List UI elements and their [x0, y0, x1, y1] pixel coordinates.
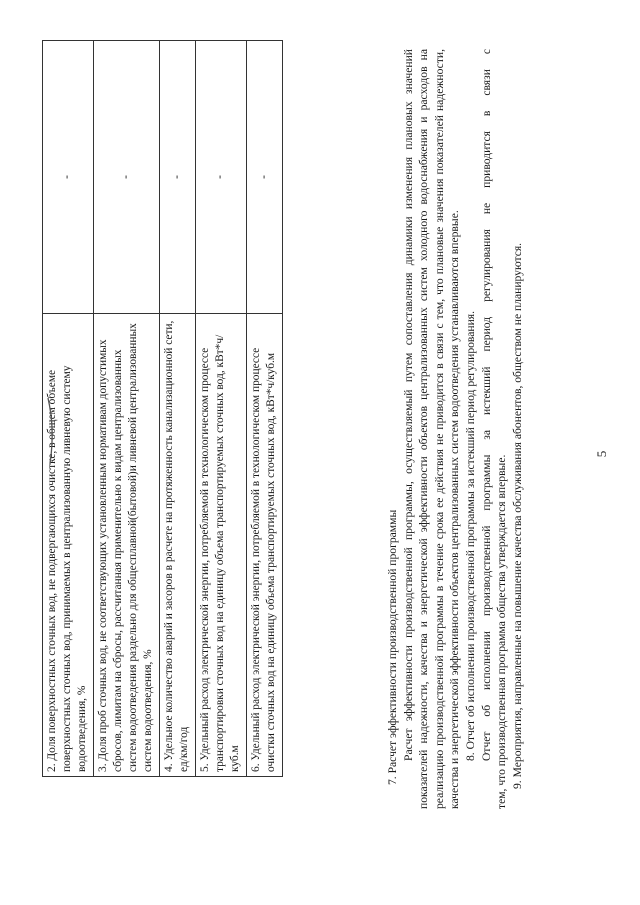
section-8-heading: 8. Отчет об исполнении производственной программы за истекший период регулирования. [463, 310, 477, 761]
indicator-value-cell: - [247, 41, 283, 314]
table-row [94, 41, 160, 777]
page-number: 5 [594, 450, 609, 458]
table-row [196, 41, 247, 777]
indicator-name-cell: 4. Удельное количество аварий и засоров в расчете на протяженность канализационной сети, ед/км/год [160, 314, 196, 777]
pen-mark-icon [40, 396, 58, 466]
indicators-table [42, 40, 283, 777]
section-8-body-line-1: Отчет об исполнении производственной программы за истекший период регулирования не приводится в связи с [479, 49, 493, 761]
indicator-name-cell: 2. Доля поверхностных сточных вод, не подвергающихся очистке, в общем объеме поверхностных сточных вод, принимаемых в централизованную ливневую систему водоотведения, % [43, 314, 94, 777]
table-row [160, 41, 196, 777]
table-row [247, 41, 283, 777]
indicator-name-cell: 6. Удельный расход электрической энергии, потребляемой в технологическом процессе очистки сточных вод на единицу объема транспортируемых сточных вод, кВт*ч/куб.м [247, 314, 283, 777]
indicator-value-cell: - [94, 41, 160, 314]
section-8-body-line-2: тем, что производственная программа общества утверждается впервые. [495, 454, 509, 809]
section-9-heading: 9. Мероприятия, направленные на повышение качества обслуживания абонентов, обществом не планируются. [510, 242, 524, 789]
indicator-value-cell: - [43, 41, 94, 314]
text-block [385, 49, 525, 809]
section-7-body: Расчет эффективности производственной программы, осуществляемый путем сопоставления динамики изменения плановых значений показателей надежности, качества и энергетической эффективности объектов централизованных систем холодного водоснабжения и расходов на реализацию производственной программы в течение срока ее действия не приводится в связи с тем, что плановые значения показателей надежности, качества и энергетической эффективности объектов централизованных систем водоотведения устанавливаются впервые. [401, 49, 462, 809]
section-7-heading: 7. Расчет эффективности производственной программы [386, 509, 399, 785]
indicator-name-cell: 5. Удельный расход электрической энергии, потребляемой в технологическом процессе транспортировки сточных вод на единицу объема транспортируемых сточных вод, кВт*ч/куб.м [196, 314, 247, 777]
indicator-value-cell: - [196, 41, 247, 314]
indicator-value-cell: - [160, 41, 196, 314]
indicator-name-cell: 3. Доля проб сточных вод, не соответствующих установленным нормативам допустимых сбросов, лимитам на сбросы, рассчитанная применительно к видам централизованных систем водоотведения раздельно для общесплавной(бытовой)и ливневой централизованных систем водоотведения, % [94, 314, 160, 777]
